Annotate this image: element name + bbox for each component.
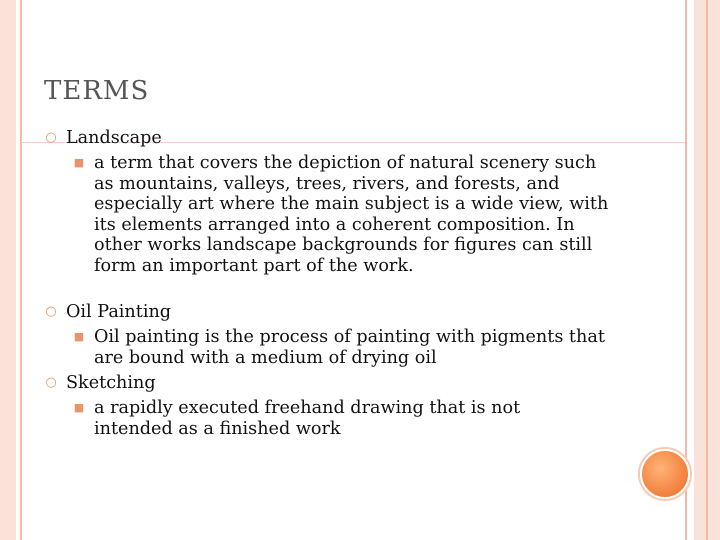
term-label-sketching: Sketching <box>66 373 156 393</box>
square-bullet-icon: ■ <box>73 156 85 169</box>
ring-bullet-icon: ○ <box>45 304 57 319</box>
term-definition-sketching: a rapidly executed freehand drawing that is not intended as a finished work <box>94 398 521 439</box>
ring-bullet-icon: ○ <box>45 375 57 390</box>
term-label-oil-painting: Oil Painting <box>66 302 172 322</box>
ring-bullet-icon: ○ <box>45 130 57 145</box>
term-definition-oil-painting: Oil painting is the process of painting with pigments that are bound with a medium of drying oil <box>94 327 605 368</box>
square-bullet-icon: ■ <box>73 330 85 343</box>
left-decor-line <box>20 0 22 540</box>
decorative-orb <box>640 449 690 499</box>
slide-title: TERMS <box>44 76 150 106</box>
term-definition-landscape: a term that covers the depiction of natural scenery such as mountains, valleys, trees, rivers, and forests, and especially art where the main subject is a wide view, with its elements arranged into a coherent composition. In other works landscape backgrounds for figures can still form an important part of the work. <box>94 153 609 276</box>
right-decor-line-inner <box>706 0 708 540</box>
term-label-landscape: Landscape <box>66 128 162 148</box>
square-bullet-icon: ■ <box>73 401 85 414</box>
left-decor-strip <box>0 0 16 540</box>
